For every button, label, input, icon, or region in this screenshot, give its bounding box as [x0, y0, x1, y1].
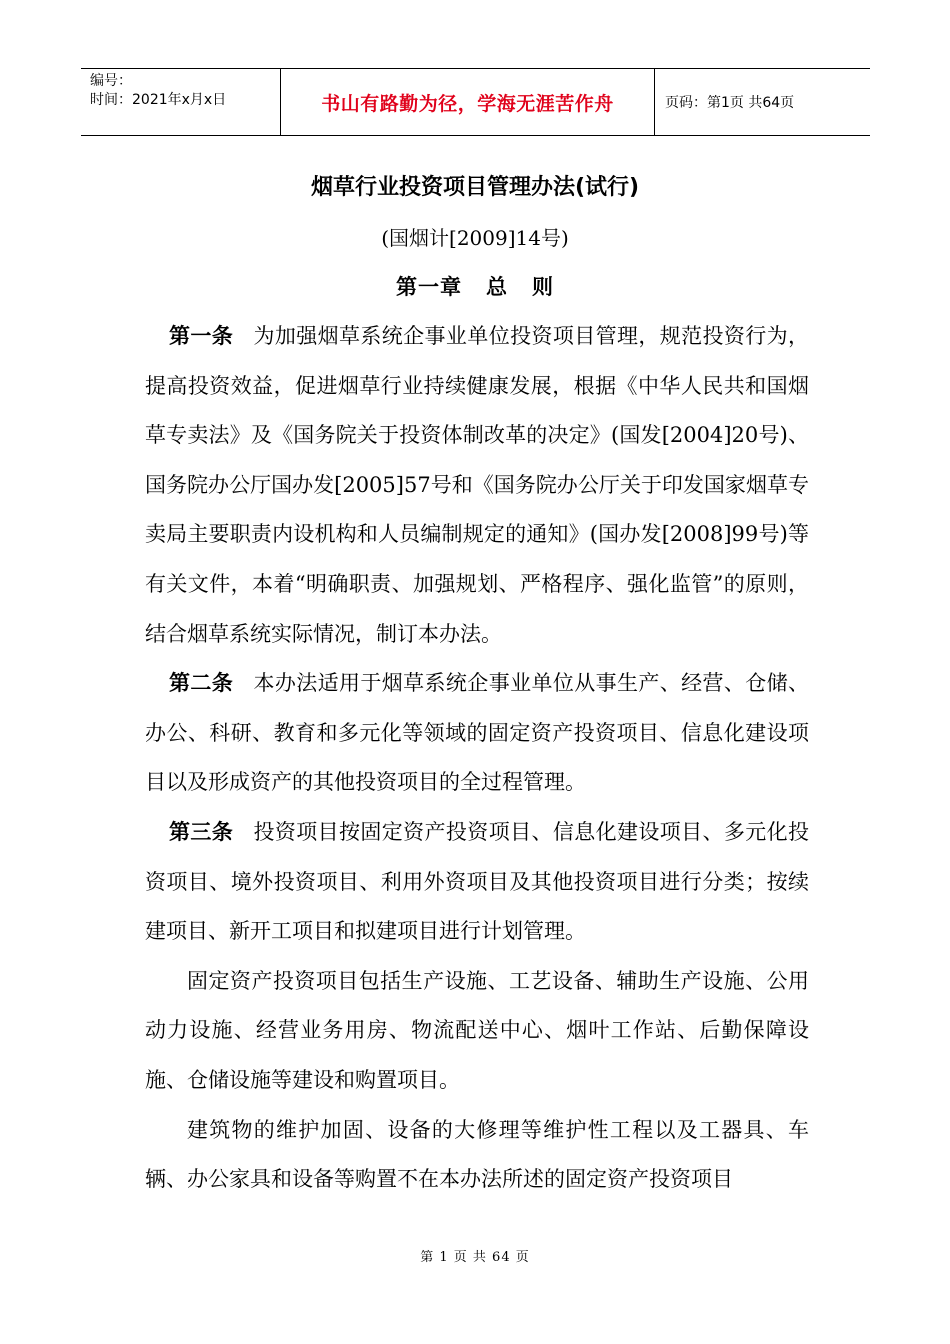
article-2	[145, 659, 809, 808]
document-number: (国烟计[2009]14号)	[381, 226, 569, 250]
page-info: 页码：第1页 共64页	[665, 95, 795, 111]
header-page-cell	[655, 69, 870, 135]
article-label: 第一条	[169, 324, 234, 348]
document-header-table	[81, 68, 870, 136]
document-body	[145, 312, 809, 1205]
header-meta-cell	[81, 69, 281, 135]
chapter-word-1: 总	[486, 275, 508, 299]
chapter-word-2: 则	[532, 275, 554, 299]
article-label: 第三条	[169, 819, 234, 844]
article-text: 为加强烟草系统企事业单位投资项目管理，规范投资行为，提高投资效益，促进烟草行业持续健康发展，根据《中华人民共和国烟草专卖法》及《国务院关于投资体制改革的决定》(国发[2004]20号)、国务院办公厅国办发[2005]57号和《国务院办公厅关于印发国家烟草专卖局主要职责内设机构和人员编制规定的通知》(国办发[2008]99号)等有关文件，本着“明确职责、加强规划、严格程序、强化监管”的原则，结合烟草系统实际情况，制订本办法。	[145, 324, 810, 646]
number-label: 编号：	[90, 73, 132, 89]
paragraph: 固定资产投资项目包括生产设施、工艺设备、辅助生产设施、公用动力设施、经营业务用房、物流配送中心、烟叶工作站、后勤保障设施、仓储设施等建设和购置项目。	[145, 968, 809, 1092]
document-title: 烟草行业投资项目管理办法(试行)	[310, 175, 640, 200]
article-1	[145, 312, 809, 659]
paragraph: 建筑物的维护加固、设备的大修理等维护性工程以及工器具、车辆、办公家具和设备等购置不在本办法所述的固定资产投资项目	[145, 1117, 809, 1192]
article-3	[145, 808, 809, 957]
chapter-heading	[0, 271, 950, 301]
header-motto-cell	[281, 69, 655, 135]
date-label: 时间：2021年x月x日	[90, 92, 227, 108]
chapter-prefix: 第一章	[396, 275, 462, 299]
motto-text: 书山有路勤为径，学海无涯苦作舟	[321, 92, 614, 115]
page-footer: 第 1 页 共 64 页	[420, 1250, 530, 1265]
article-text: 投资项目按固定资产投资项目、信息化建设项目、多元化投资项目、境外投资项目、利用外资项目及其他投资项目进行分类；按续建项目、新开工项目和拟建项目进行计划管理。	[145, 819, 810, 944]
article-text: 本办法适用于烟草系统企事业单位从事生产、经营、仓储、办公、科研、教育和多元化等领域的固定资产投资项目、信息化建设项目以及形成资产的其他投资项目的全过程管理。	[145, 671, 810, 795]
article-label: 第二条	[169, 671, 234, 696]
